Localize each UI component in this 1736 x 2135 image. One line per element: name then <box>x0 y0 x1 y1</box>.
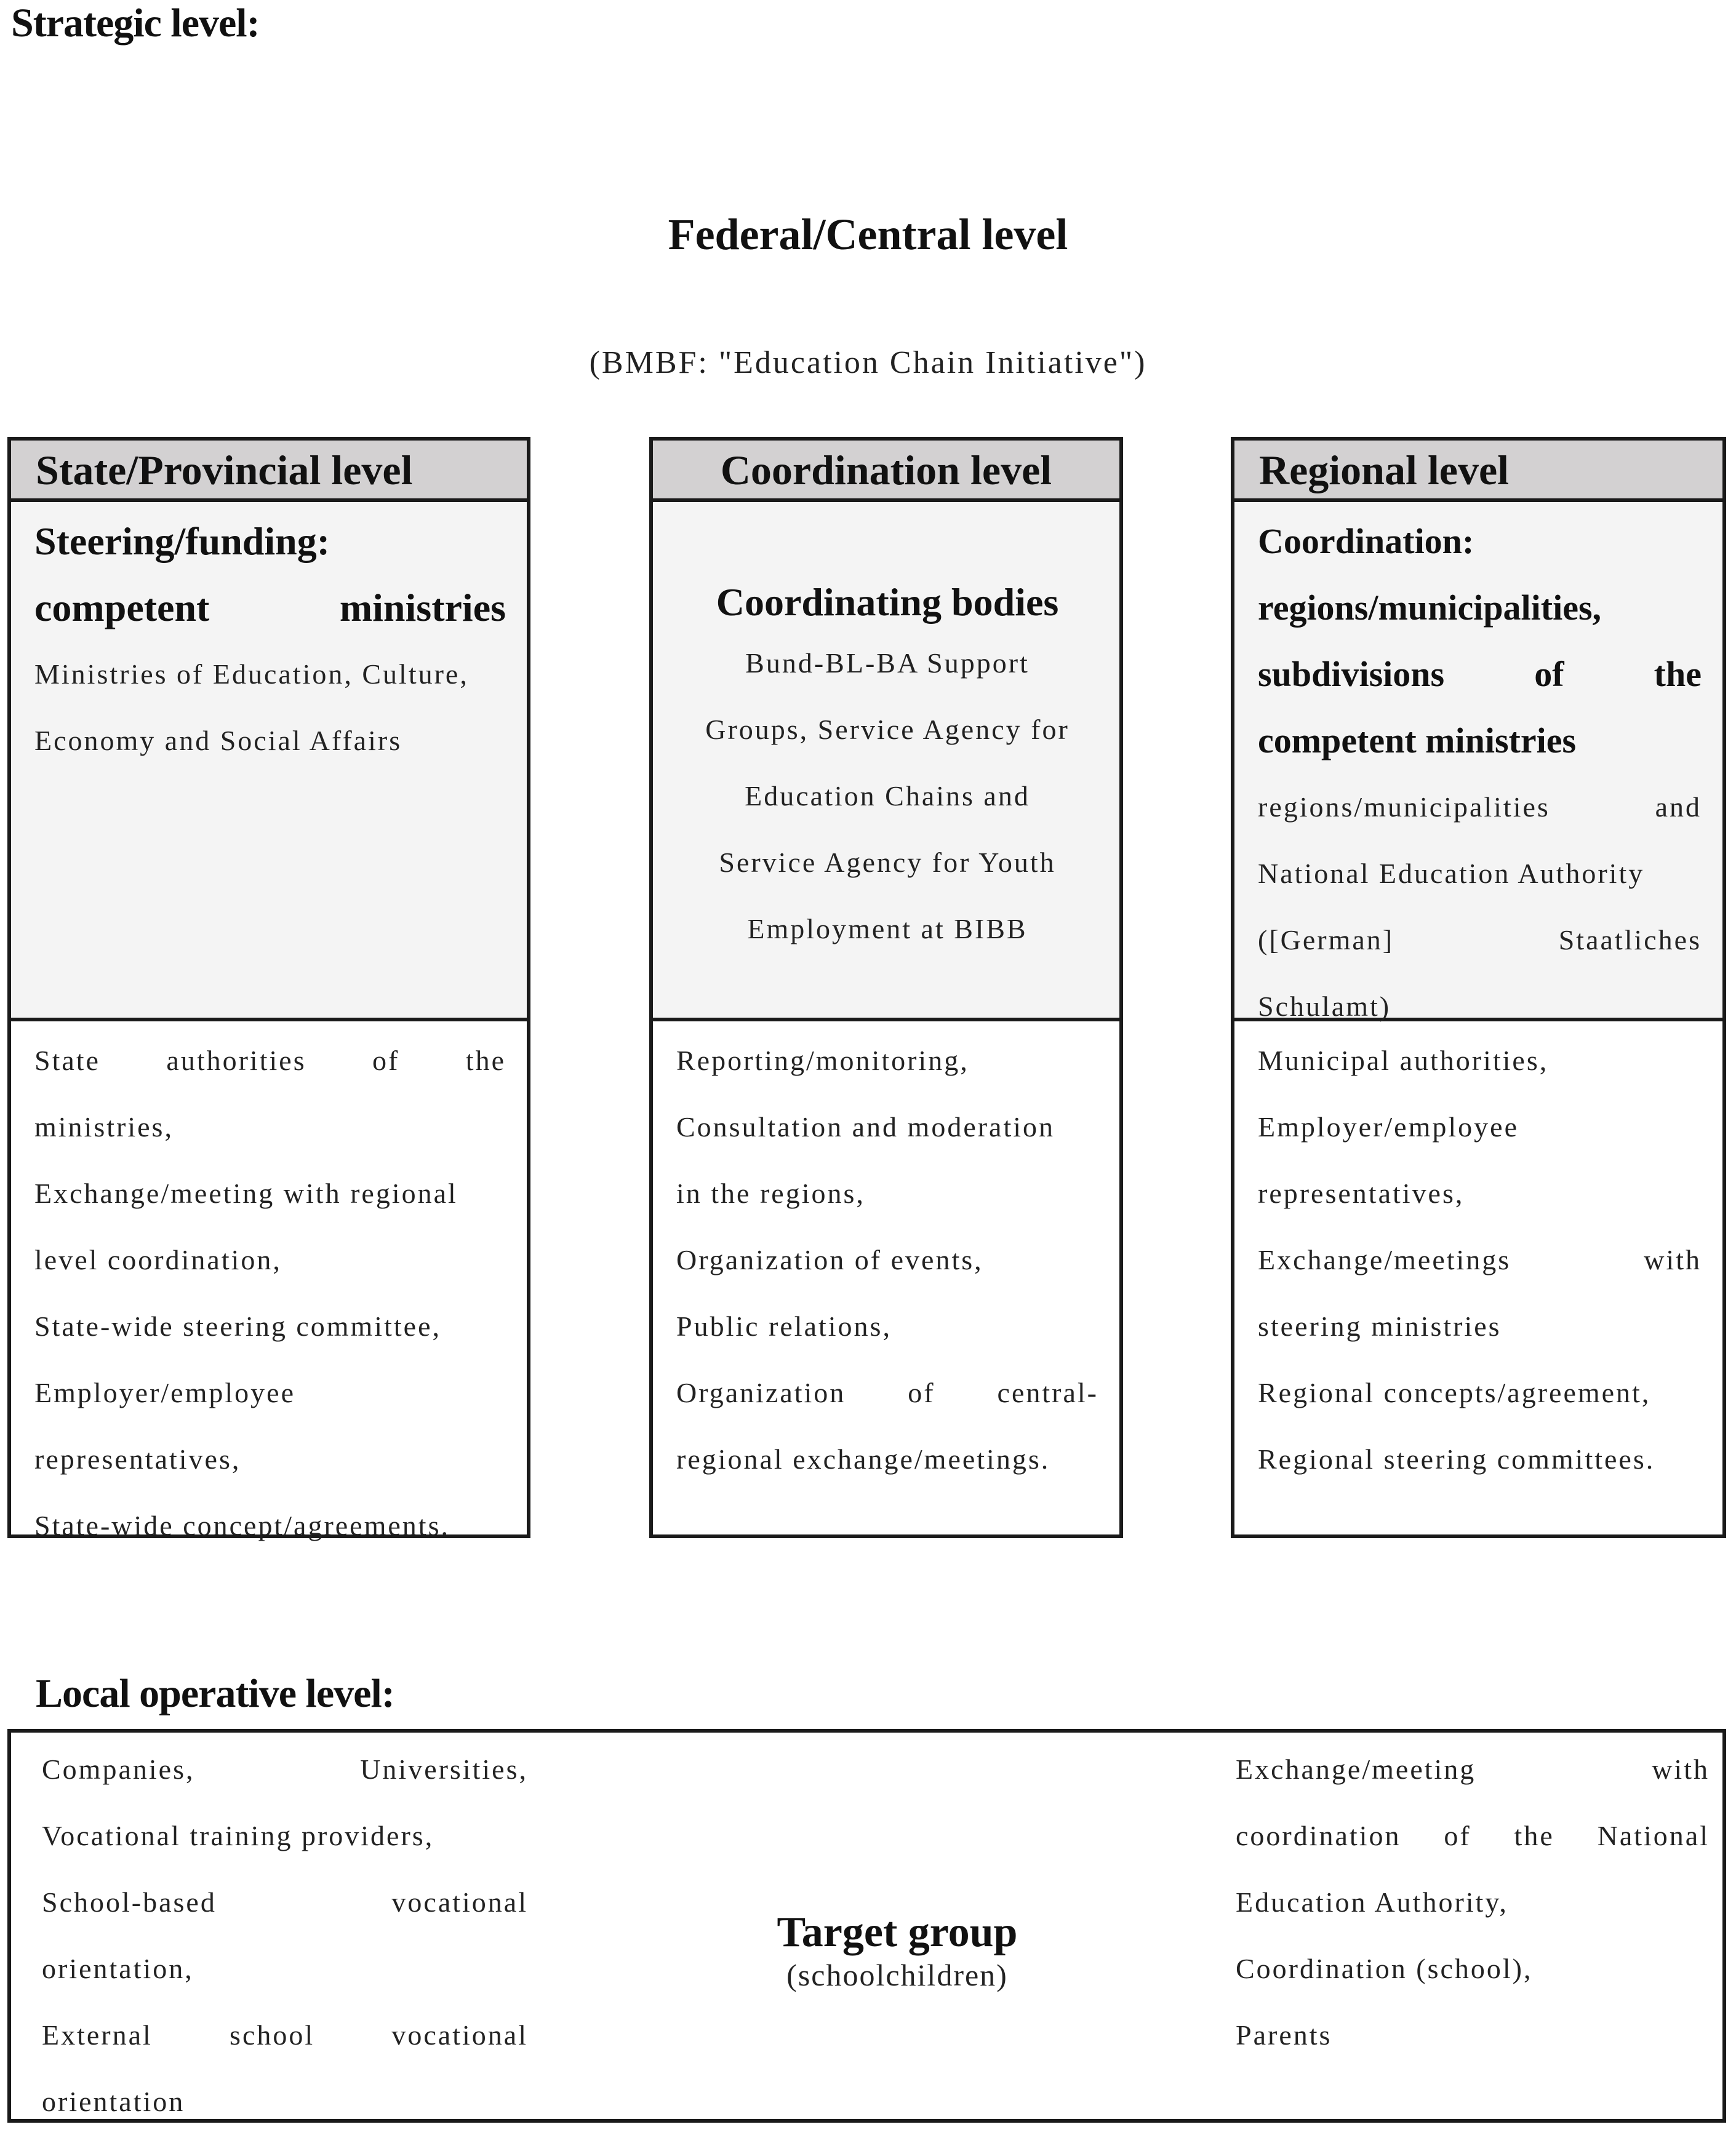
regional-bodies-text: regions/municipalities and <box>1258 791 1702 823</box>
coordination-level-header: Coordination level <box>653 441 1119 502</box>
federal-level-subtitle: (BMBF: "Education Chain Initiative") <box>589 345 1147 380</box>
target-group <box>663 1908 1131 1993</box>
local-actor-line: orientation, <box>42 1953 194 1984</box>
local-actor-line: Companies, Universities, <box>42 1754 528 1785</box>
coordination-activities <box>653 1021 1119 1493</box>
regional-bodies-text: National Education Authority <box>1258 858 1645 889</box>
state-activity-line: Exchange/meeting with regional <box>34 1178 458 1209</box>
regional-coordination-heading: subdivisions of the <box>1258 654 1702 694</box>
local-operative-level-label: Local operative level: <box>36 1671 394 1716</box>
regional-coordination-heading: Coordination: <box>1258 521 1474 561</box>
regional-coordination-section <box>1234 502 1722 1021</box>
state-steering-heading: Steering/funding: <box>34 519 330 563</box>
coordination-bodies-text: Employment at BIBB <box>747 913 1028 944</box>
coordination-bodies-text: Groups, Service Agency for <box>705 714 1070 745</box>
federal-level-title: Federal/Central level <box>668 210 1068 259</box>
coordination-activity-line: Organization of central- <box>676 1377 1098 1408</box>
local-actor-line: Vocational training providers, <box>42 1820 434 1851</box>
state-steering-heading-2: competent ministries <box>34 586 506 629</box>
regional-activity-line: Municipal authorities, <box>1258 1045 1549 1076</box>
regional-coordination-heading: competent ministries <box>1258 720 1577 760</box>
state-ministries-text-2: Economy and Social Affairs <box>34 725 402 756</box>
coordination-activity-line: Reporting/monitoring, <box>676 1045 969 1076</box>
state-level-activities <box>11 1021 527 1559</box>
local-actor-line: External school vocational <box>42 2019 528 2051</box>
strategic-level-label: Strategic level: <box>11 1 260 46</box>
regional-bodies-text: ([German] Staatliches <box>1258 924 1702 956</box>
state-activity-line: State authorities of the <box>34 1045 506 1076</box>
coordination-activity-line: Consultation and moderation <box>676 1111 1055 1143</box>
regional-activity-line: Regional steering committees. <box>1258 1443 1655 1475</box>
regional-activity-line: steering ministries <box>1258 1311 1502 1342</box>
state-provincial-box <box>7 437 530 1541</box>
regional-bodies-text: Schulamt) <box>1258 991 1391 1022</box>
regional-box <box>1231 437 1726 1538</box>
state-activity-line: representatives, <box>34 1443 241 1475</box>
local-actor-line: School-based vocational <box>42 1886 528 1918</box>
coordination-activity-line: in the regions, <box>676 1178 865 1209</box>
local-coordination-line: Exchange/meeting with <box>1236 1754 1710 1785</box>
state-activity-line: State-wide steering committee, <box>34 1311 441 1342</box>
local-actor-line: orientation <box>42 2086 185 2117</box>
state-activity-line: ministries, <box>34 1111 174 1143</box>
regional-level-header: Regional level <box>1234 441 1722 502</box>
state-activity-line: State-wide concept/agreements. <box>34 1510 450 1541</box>
local-actors-list <box>42 1736 528 2135</box>
regional-activity-line: Employer/employee <box>1258 1111 1519 1143</box>
state-ministries-text: Ministries of Education, Culture, <box>34 658 469 690</box>
regional-activity-line: Exchange/meetings with <box>1258 1244 1702 1275</box>
coordination-bodies-text: Bund-BL-BA Support <box>745 647 1030 679</box>
coordination-bodies-text: Service Agency for Youth <box>719 847 1056 878</box>
local-coordination-line: coordination of the National <box>1236 1820 1710 1851</box>
coordination-box <box>649 437 1123 1538</box>
coordination-activity-line: Organization of events, <box>676 1244 983 1275</box>
state-level-steering-section <box>11 502 527 1021</box>
target-group-subtitle: (schoolchildren) <box>786 1958 1008 1992</box>
coordination-activity-line: regional exchange/meetings. <box>676 1443 1050 1475</box>
state-activity-line: Employer/employee <box>34 1377 295 1408</box>
coordination-activity-line: Public relations, <box>676 1311 892 1342</box>
state-activity-line: level coordination, <box>34 1244 282 1275</box>
local-coordination-line: Education Authority, <box>1236 1886 1508 1918</box>
state-level-header: State/Provincial level <box>11 441 527 502</box>
regional-coordination-heading: regions/municipalities, <box>1258 588 1602 628</box>
local-coordination-line: Coordination (school), <box>1236 1953 1533 1984</box>
regional-activity-line: representatives, <box>1258 1178 1465 1209</box>
local-coordination-line: Parents <box>1236 2019 1332 2051</box>
local-coordination-list <box>1236 1736 1710 2069</box>
coordination-bodies-text: Education Chains and <box>745 780 1030 812</box>
coordination-bodies-section <box>653 502 1119 1021</box>
regional-activity-line: Regional concepts/agreement, <box>1258 1377 1651 1408</box>
local-operative-box <box>7 1729 1726 2123</box>
target-group-title: Target group <box>777 1909 1018 1956</box>
regional-activities <box>1234 1021 1722 1493</box>
coordinating-bodies-heading: Coordinating bodies <box>716 580 1059 624</box>
